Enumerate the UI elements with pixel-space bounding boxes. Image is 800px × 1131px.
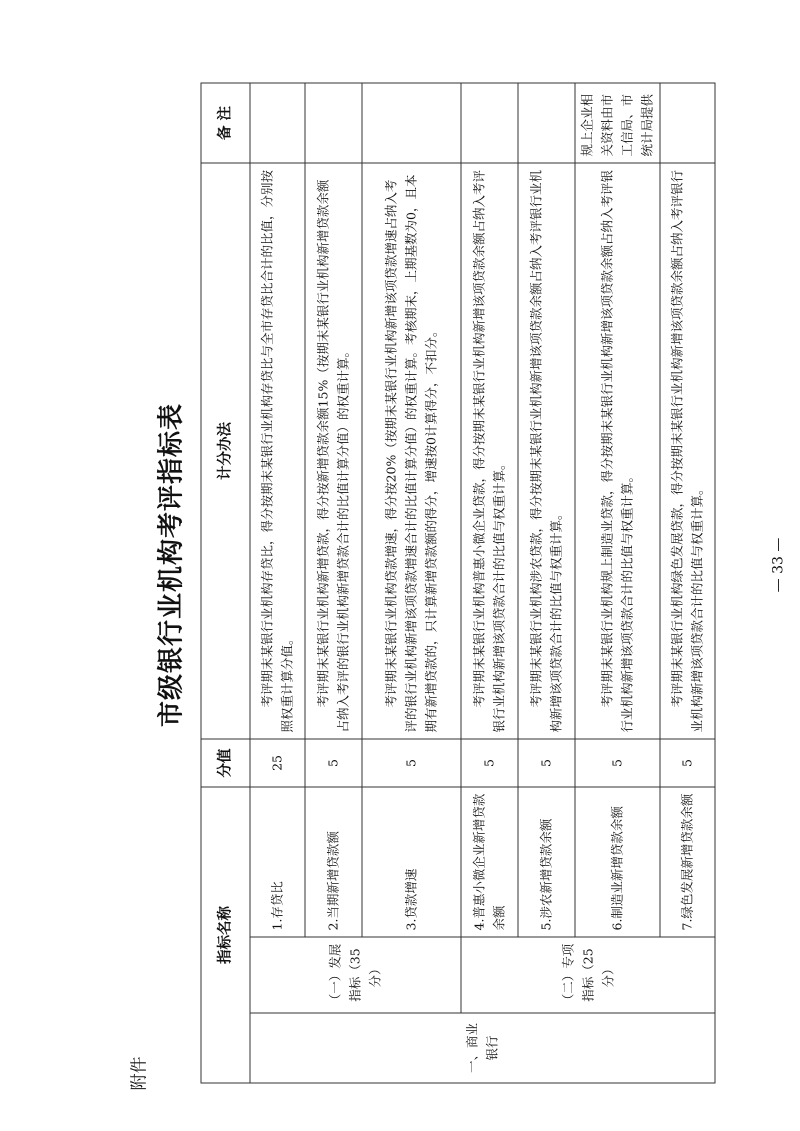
indicator-score: 25: [250, 739, 305, 787]
indicator-score: 5: [362, 739, 461, 787]
indicator-score: 5: [461, 739, 518, 787]
table-row: [461, 83, 518, 1083]
indicator-remark: [362, 83, 461, 163]
indicator-remark: [660, 83, 715, 163]
header-indicator: 指标名称: [201, 787, 250, 1083]
indicator-name: 5.涉农新增贷款余额: [518, 787, 575, 937]
indicator-method: 考评期末某银行业机构新增贷款，得分按新增贷款余额15%（按期末某银行业机构新增贷款余额占纳入考评的银行业机构新增贷款合计的比值计算分值）的权重计算。: [305, 163, 362, 739]
table-row: [305, 83, 362, 1083]
indicator-remark: 规上企业相关资料由市工信局、市统计局提供: [575, 83, 660, 163]
table-row: [362, 83, 461, 1083]
group-cell-special: （二）专项指标（25分）: [461, 937, 715, 1013]
header-remark: 备 注: [201, 83, 250, 163]
indicator-score: 5: [305, 739, 362, 787]
header-method: 计分办法: [201, 163, 250, 739]
indicator-method: 考评期末某银行业机构普惠小微企业贷款，得分按期末某银行业机构新增该项贷款余额占纳入考评银行业机构新增该项贷款合计的比值与权重计算。: [461, 163, 518, 739]
indicator-method: 考评期末某银行业机构贷款增速，得分按20%（按期末某银行业机构新增该项贷款增速占纳入考评的银行业机构新增该项贷款增速合计的比值计算分值）的权重计算。考核期末，上期基数为0，且本期有新增贷款的，只计算新增贷款额的得分，增速按0计算得分，不扣分。: [362, 163, 461, 739]
indicator-name: 4.普惠小微企业新增贷款余额: [461, 787, 518, 937]
attachment-label: 附件: [129, 1056, 149, 1091]
table-row: [660, 83, 715, 1083]
page-title: 市级银行业机构考评指标表: [156, 403, 186, 728]
indicator-remark: [518, 83, 575, 163]
indicator-method: 考评期末某银行业机构规上制造业贷款，得分按期末某银行业机构新增该项贷款余额占纳入考评银行业机构新增该项贷款合计的比值与权重计算。: [575, 163, 660, 739]
indicator-score: 5: [575, 739, 660, 787]
table-row: [575, 83, 660, 1083]
indicator-score: 5: [660, 739, 715, 787]
indicator-remark: [250, 83, 305, 163]
indicator-name: 7.绿色发展新增贷款余额: [660, 787, 715, 937]
indicator-score: 5: [518, 739, 575, 787]
category-cell: 一、商业银行: [250, 1013, 715, 1083]
indicator-name: 6.制造业新增贷款余额: [575, 787, 660, 937]
table-row: [518, 83, 575, 1083]
table-row: [250, 83, 305, 1083]
indicator-remark: [305, 83, 362, 163]
indicator-name: 1.存贷比: [250, 787, 305, 937]
indicator-name: 3.贷款增速: [362, 787, 461, 937]
indicator-method: 考评期末某银行业机构存贷比，得分按期末某银行业机构存贷比与全市存贷比合计的比值，分别按照权重计算分值。: [250, 163, 305, 739]
group-cell-development: （一）发展指标（35分）: [250, 937, 461, 1013]
indicator-table: [200, 82, 715, 1083]
indicator-remark: [461, 83, 518, 163]
indicator-name: 2.当期新增贷款额: [305, 787, 362, 937]
table-header-row: [201, 83, 250, 1083]
header-score: 分值: [201, 739, 250, 787]
indicator-method: 考评期末某银行业机构涉农贷款，得分按期末某银行业机构新增该项贷款余额占纳入考评银行业机构新增该项贷款合计的比值与权重计算。: [518, 163, 575, 739]
indicator-method: 考评期末某银行业机构绿色发展贷款，得分按期末某银行业机构新增该项贷款余额占纳入考评银行业机构新增该项贷款合计的比值与权重计算。: [660, 163, 715, 739]
page-number: — 33 —: [770, 537, 786, 593]
